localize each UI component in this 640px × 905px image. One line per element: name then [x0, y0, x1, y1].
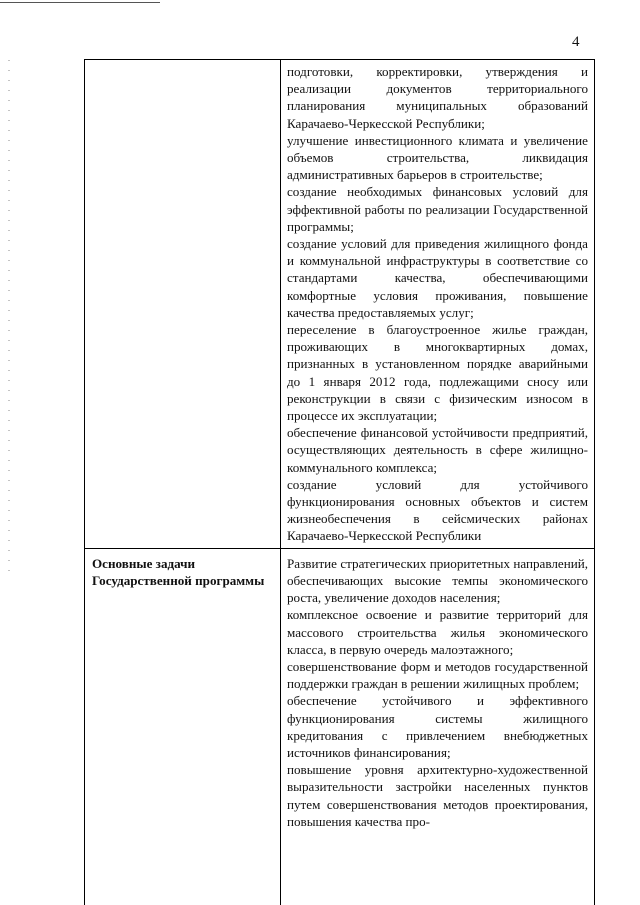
row-label — [85, 60, 281, 549]
paragraph: комплексное освоение и развитие территорий для массового строительства жилья экономического класса, в первую очередь малоэтажного; — [287, 607, 588, 657]
paragraph: Развитие стратегических приоритетных направлений, обеспечивающих высокие темпы экономического роста, увеличение доходов населения; — [287, 555, 588, 606]
paragraph: улучшение инвестиционного климата и увеличение объемов строительства, ликвидация административных барьеров в строительстве; — [287, 132, 588, 183]
top-rule — [0, 2, 160, 3]
row-content — [281, 60, 595, 549]
row-content — [281, 548, 595, 905]
paragraph: создание условий для устойчивого функционирования основных объектов и систем жизнеобеспечения в сейсмических районах Карачаево-Черкесской Республики — [287, 476, 588, 544]
table-row — [85, 548, 595, 905]
paragraph: повышение уровня архитектурно-художественной выразительности застройки населенных пунктов путем совершенствования методов проектирования, повышения качества про- — [287, 762, 588, 829]
paragraph: подготовки, корректировки, утверждения и реализации документов территориального планирования муниципальных образований Карачаево-Черкесской Республики; — [287, 64, 588, 131]
paragraph: совершенствование форм и методов государственной поддержки граждан в решении жилищных проблем; — [287, 658, 588, 692]
paragraph: создание условий для приведения жилищного фонда и коммунальной инфраструктуры в соответствие со стандартами качества, обеспечивающими комфортные условия проживания, повышение качества предоставляемых услуг; — [287, 236, 588, 320]
paragraph: обеспечение финансовой устойчивости предприятий, осуществляющих деятельность в сфере жилищно-коммунального комплекса; — [287, 425, 588, 475]
page-number: 4 — [572, 34, 580, 50]
table-row — [85, 60, 595, 549]
scan-margin-marks — [8, 60, 10, 580]
paragraph: обеспечение устойчивого и эффективного функционирования системы жилищного кредитования с привлечением внебюджетных источников финансирования; — [287, 693, 588, 760]
paragraph: переселение в благоустроенное жилье граждан, проживающих в многоквартирных домах, признанных в установленном порядке аварийными до 1 января 2012 года, подлежащими сносу или реконструкции в связи с физическим износом в процессе их эксплуатации; — [287, 322, 588, 424]
paragraph: создание необходимых финансовых условий для эффективной работы по реализации Государственной программы; — [287, 184, 588, 234]
row-label: Основные задачи Государственной программы — [85, 548, 281, 905]
program-table — [84, 59, 595, 905]
